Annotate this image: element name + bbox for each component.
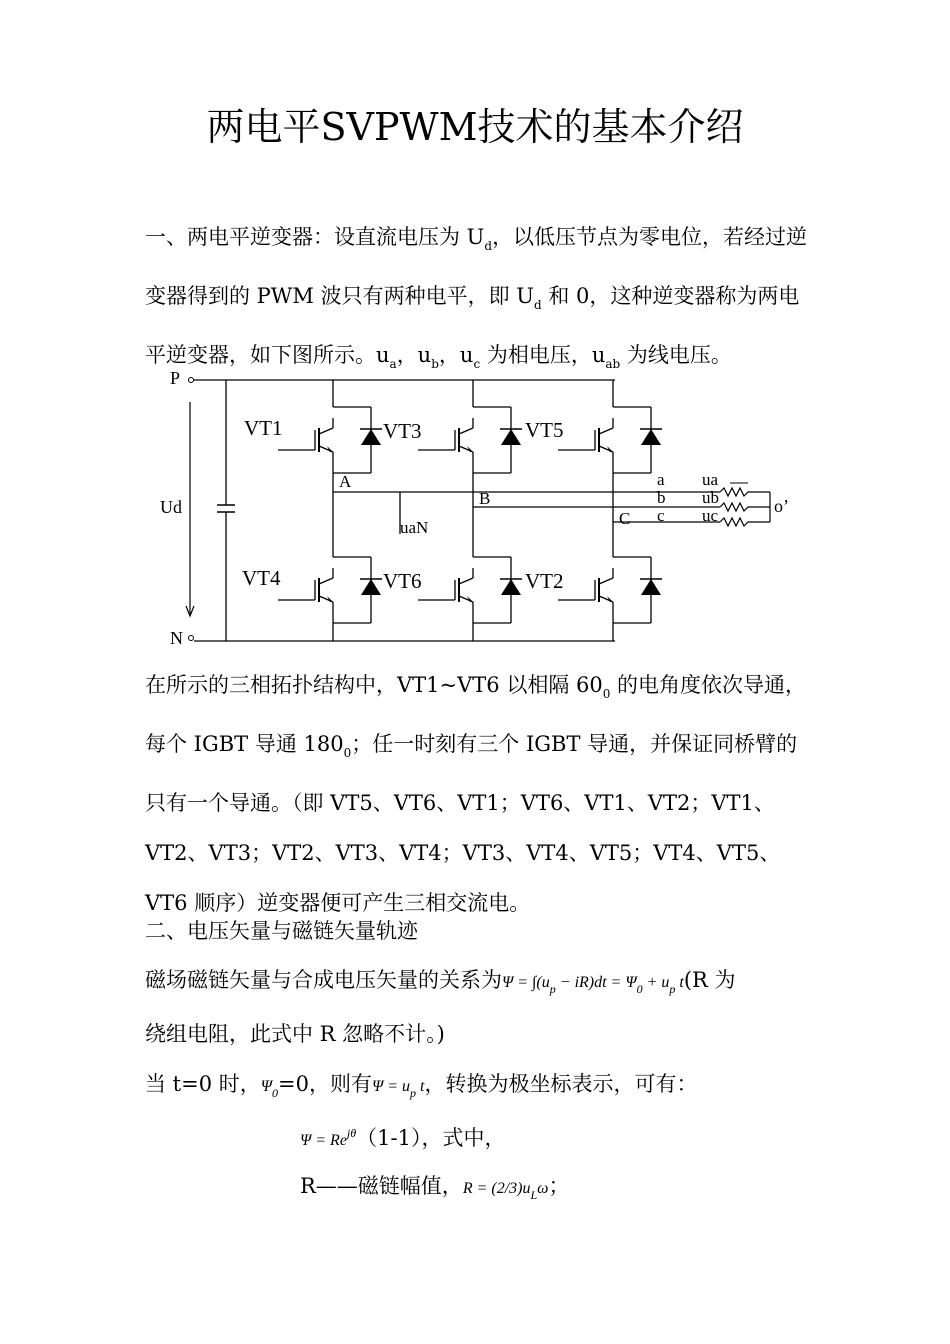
terminal-p-node <box>189 378 194 383</box>
relation-line: 磁场磁链矢量与合成电压矢量的关系为$\Psi = \int(u_p - iR)dt = \Psi_0 + u_p$ t(R 为 <box>145 968 736 996</box>
ua-label: ua <box>702 470 719 489</box>
page-title: 两电平SVPWM技术的基本介绍 <box>206 105 744 149</box>
node-b-label: B <box>479 489 491 508</box>
node-a-label: A <box>339 472 352 491</box>
vt6-label: VT6 <box>383 569 422 593</box>
phase-b-label: b <box>657 488 666 507</box>
phase-a-label: a <box>657 470 665 489</box>
terminal-n-node <box>189 636 194 641</box>
vt2-label: VT2 <box>525 569 564 593</box>
polar-formula-line: $\Psi = Re^{j\theta}(1-1)$，式中， <box>300 1126 506 1150</box>
resistance-note: 绕组电阻，此式中 R 忽略不计。) <box>145 1022 445 1046</box>
section-2-heading: 二、电压矢量与磁链矢量轨迹 <box>145 919 418 943</box>
t0-line: 当 t=0 时，$\Psi_0=0$，则有$\Psi = u_p$ t，转换为极坐标表示，可有： <box>145 1072 698 1100</box>
load-resistors <box>720 488 770 526</box>
section-1-paragraph: 一、两电平逆变器：设直流电压为 $U_d$，以低压节点为零电位，若经过逆变器得到的 PWM 波只有两种电平，即 $U_d$ 和 0，这种逆变器称为两电平逆变器，如下图所示。$u_a$，$u_b$，$u_c$ 为相电压，$u_{ab}$ 为线电压。 <box>145 225 808 371</box>
vt1-label: VT1 <box>244 416 283 440</box>
magnitude-line: R——磁链幅值，$R = (2/3)u_L\omega$； <box>300 1174 570 1202</box>
leg-c <box>558 380 662 641</box>
leg-b <box>418 380 522 641</box>
vt3-label: VT3 <box>383 419 422 443</box>
terminal-n-label: N <box>170 628 183 648</box>
ud-label: Ud <box>160 497 182 517</box>
leg-a <box>278 380 382 641</box>
vt5-label: VT5 <box>525 418 564 442</box>
inverter-circuit-diagram <box>150 362 810 662</box>
phase-c-label: c <box>657 506 665 525</box>
neutral-o-label: o’ <box>774 496 789 516</box>
section-1b-paragraph: 在所示的三相拓扑结构中，VT1~VT6 以相隔 $60_0$ 的电角度依次导通，每个 IGBT 导通 $180_0$；任一时刻有三个 IGBT 导通，并保证同桥臂的只有一个导通。（即 VT5、VT6、VT1；VT6、VT1、VT2；VT1、VT2、VT3；VT2、VT3、VT4；VT3、VT4、VT5；VT4、VT5、VT6 顺序）逆变器便可产生三相交流电。 <box>145 673 807 915</box>
terminal-p-label: P <box>170 368 181 388</box>
vt4-label: VT4 <box>242 566 281 590</box>
ub-label: ub <box>702 488 719 507</box>
uc-label: uc <box>702 506 719 525</box>
node-c-label: C <box>619 509 631 528</box>
uan-label: uaN <box>400 518 429 537</box>
